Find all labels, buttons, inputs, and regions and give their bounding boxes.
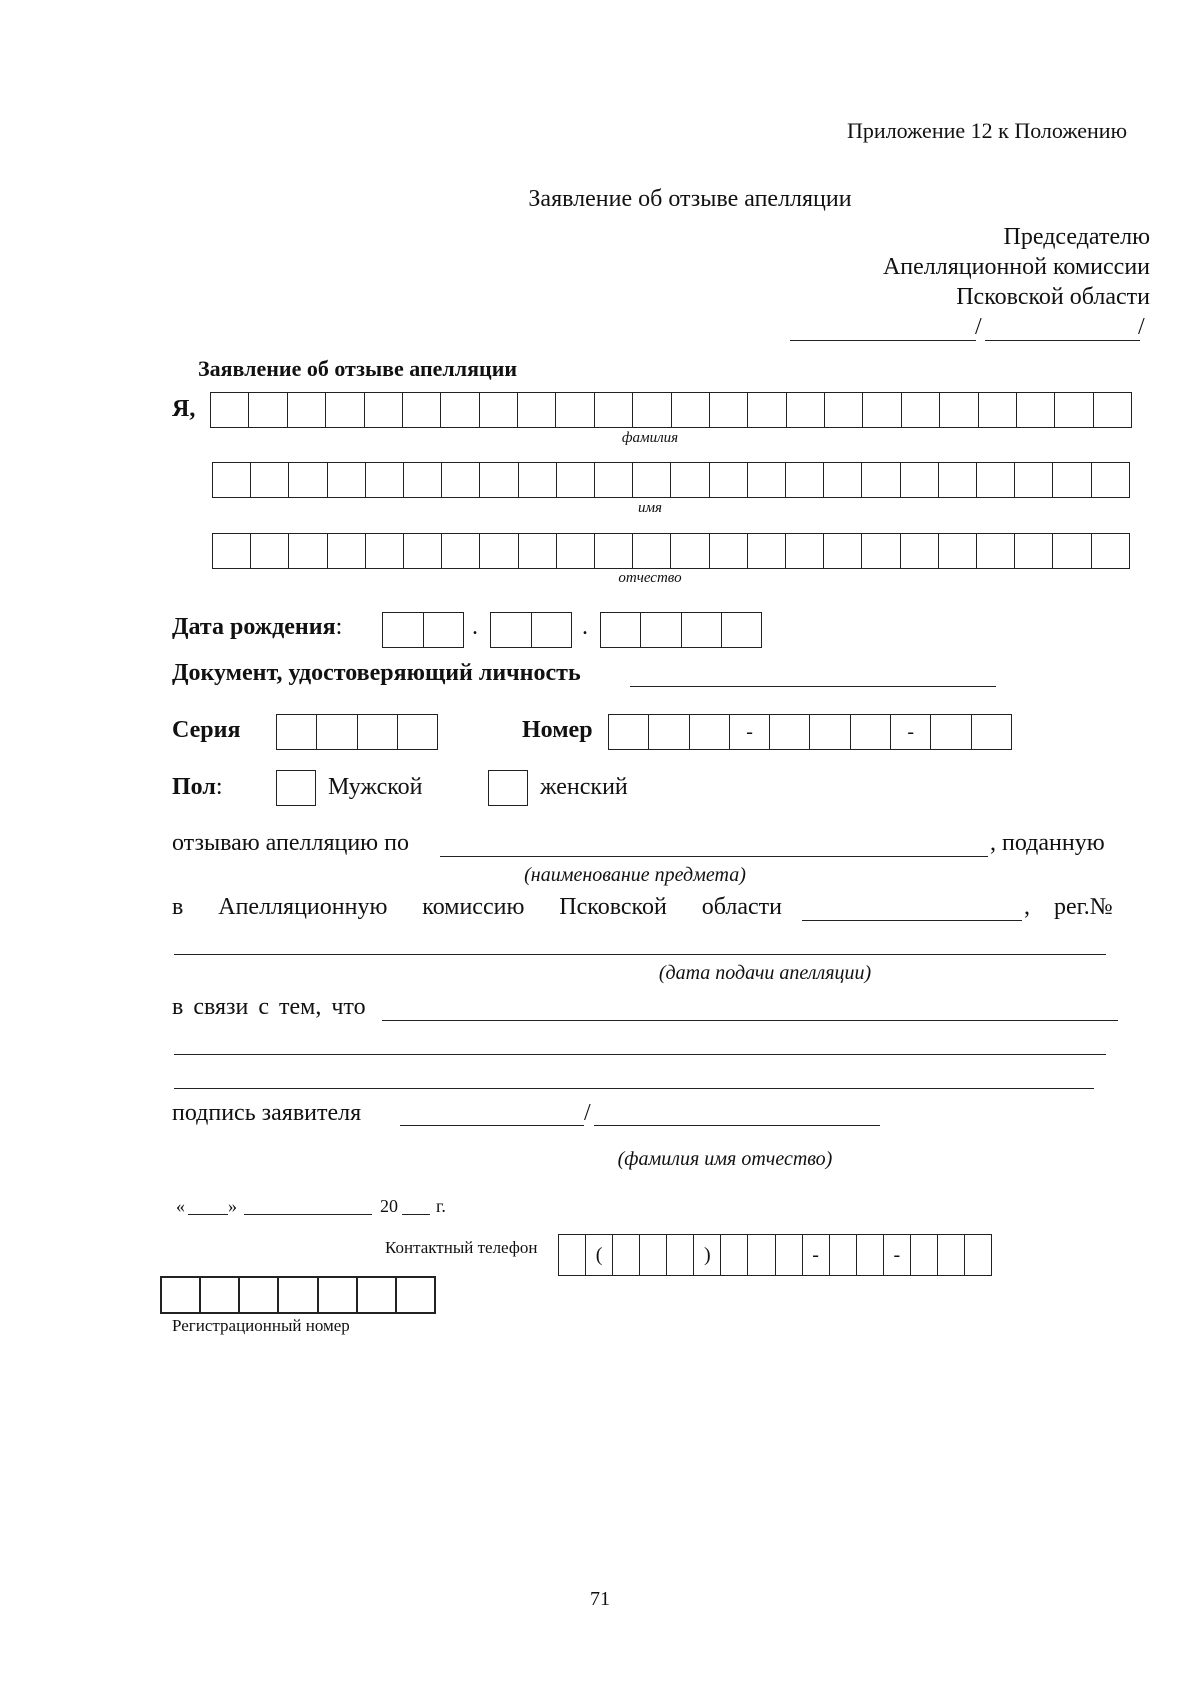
date-caption: (дата подачи апелляции) (658, 962, 872, 984)
registration-cell[interactable] (358, 1278, 397, 1312)
patronymic-cell[interactable] (824, 534, 862, 568)
name-cell[interactable] (366, 463, 404, 497)
surname-cell[interactable] (288, 393, 326, 427)
name-cell[interactable] (1053, 463, 1091, 497)
surname-cell[interactable] (940, 393, 978, 427)
date-open-quote: « (176, 1196, 185, 1216)
registration-cell[interactable] (397, 1278, 434, 1312)
form-heading: Заявление об отзыве апелляции (198, 356, 518, 381)
name-cell[interactable] (748, 463, 786, 497)
patronymic-cell[interactable] (939, 534, 977, 568)
patronymic-cell[interactable] (328, 534, 366, 568)
day-line[interactable] (188, 1214, 228, 1215)
patronymic-cell[interactable] (519, 534, 557, 568)
female-checkbox[interactable] (488, 770, 528, 806)
surname-cell[interactable] (748, 393, 786, 427)
name-cell[interactable] (633, 463, 671, 497)
withdraw-prefix: отзываю апелляцию по (172, 830, 409, 856)
name-cell[interactable] (442, 463, 480, 497)
name-cell[interactable] (289, 463, 327, 497)
signature-slash: / (584, 1100, 591, 1126)
birth-month-cell[interactable] (532, 613, 572, 647)
name-cell[interactable] (901, 463, 939, 497)
surname-cell[interactable] (595, 393, 633, 427)
surname-cell[interactable] (787, 393, 825, 427)
patronymic-cell[interactable] (251, 534, 289, 568)
name-cell[interactable] (595, 463, 633, 497)
name-input[interactable] (212, 462, 1130, 498)
series-cell[interactable] (398, 715, 437, 749)
name-cell[interactable] (557, 463, 595, 497)
surname-cell[interactable] (863, 393, 901, 427)
male-checkbox[interactable] (276, 770, 316, 806)
series-cell[interactable] (358, 715, 398, 749)
surname-cell[interactable] (441, 393, 479, 427)
number-cell[interactable] (649, 715, 689, 749)
birth-month-cell[interactable] (491, 613, 532, 647)
patronymic-input[interactable] (212, 533, 1130, 569)
name-cell[interactable] (251, 463, 289, 497)
phone-cell[interactable] (965, 1235, 991, 1275)
commission-word: Псковской (559, 894, 667, 920)
phone-dash-cell[interactable]: - (884, 1235, 911, 1275)
surname-cell[interactable] (1055, 393, 1093, 427)
number-cell[interactable] (851, 715, 891, 749)
phone-cell[interactable] (830, 1235, 857, 1275)
name-caption: имя (637, 500, 663, 516)
registration-number-input[interactable] (160, 1276, 436, 1314)
surname-cell[interactable] (902, 393, 940, 427)
surname-cell[interactable] (1017, 393, 1055, 427)
gender-label (172, 774, 223, 801)
phone-cell[interactable] (613, 1235, 640, 1275)
surname-cell[interactable] (1094, 393, 1131, 427)
name-cell[interactable] (328, 463, 366, 497)
name-cell[interactable] (977, 463, 1015, 497)
name-cell[interactable] (710, 463, 748, 497)
withdraw-suffix: , поданную (990, 830, 1105, 856)
patronymic-cell[interactable] (1053, 534, 1091, 568)
addressee-block (700, 222, 1150, 312)
registration-cell[interactable] (319, 1278, 358, 1312)
surname-cell[interactable] (480, 393, 518, 427)
birth-month-input[interactable] (490, 612, 572, 648)
birth-dot-2: . (582, 614, 588, 640)
ya-label: Я, (172, 396, 196, 422)
patronymic-cell[interactable] (213, 534, 251, 568)
phone-open-bracket-cell[interactable]: ( (586, 1235, 613, 1275)
patronymic-cell[interactable] (480, 534, 518, 568)
patronymic-cell[interactable] (595, 534, 633, 568)
name-cell[interactable] (519, 463, 557, 497)
addressee-line-2: Апелляционной комиссии (882, 254, 1150, 280)
series-input[interactable] (276, 714, 438, 750)
birth-year-input[interactable] (600, 612, 762, 648)
commission-word: Апелляционную (218, 894, 388, 920)
name-cell[interactable] (213, 463, 251, 497)
appendix-note: Приложение 12 к Положению (847, 118, 1127, 143)
month-line[interactable] (244, 1214, 372, 1215)
registration-number-label: Регистрационный номер (172, 1316, 350, 1335)
surname-cell[interactable] (326, 393, 364, 427)
phone-cell[interactable] (748, 1235, 775, 1275)
reason-line-1[interactable] (382, 1020, 1118, 1021)
surname-cell[interactable] (710, 393, 748, 427)
reason-line-3[interactable] (174, 1088, 1094, 1089)
series-label: Серия (172, 717, 241, 743)
number-input[interactable] (608, 714, 1012, 750)
registration-cell[interactable] (240, 1278, 279, 1312)
addressee-signature-line[interactable] (790, 340, 976, 341)
patronymic-cell[interactable] (977, 534, 1015, 568)
patronymic-cell[interactable] (557, 534, 595, 568)
surname-cell[interactable] (365, 393, 403, 427)
name-cell[interactable] (862, 463, 900, 497)
page-title: Заявление об отзыве апелляции (528, 186, 852, 212)
patronymic-cell[interactable] (901, 534, 939, 568)
patronymic-cell[interactable] (671, 534, 709, 568)
addressee-line-3: Псковской области (956, 284, 1150, 310)
phone-cell[interactable] (640, 1235, 667, 1275)
number-dash-cell[interactable]: - (730, 715, 770, 749)
name-cell[interactable] (824, 463, 862, 497)
signature-name-line[interactable] (594, 1125, 880, 1126)
phone-cell[interactable] (721, 1235, 748, 1275)
birth-year-cell[interactable] (682, 613, 722, 647)
birth-dot-1: . (472, 614, 478, 640)
surname-cell[interactable] (633, 393, 671, 427)
phone-dash-cell[interactable]: - (803, 1235, 830, 1275)
birth-date-label-text: Дата рождения (172, 614, 336, 640)
addressee-line-1: Председателю (1003, 224, 1150, 250)
birth-year-cell[interactable] (641, 613, 681, 647)
patronymic-cell[interactable] (862, 534, 900, 568)
commission-text (172, 894, 782, 921)
phone-input[interactable] (558, 1234, 992, 1276)
fio-caption: (фамилия имя отчество) (617, 1148, 833, 1170)
commission-word: в (172, 894, 184, 920)
reg-number-line[interactable] (174, 954, 1106, 955)
phone-cell[interactable] (911, 1235, 938, 1275)
addressee-slash-end: / (1138, 314, 1145, 340)
surname-input[interactable] (210, 392, 1132, 428)
registration-cell[interactable] (201, 1278, 240, 1312)
commission-comma: , (1024, 894, 1030, 920)
name-cell[interactable] (1015, 463, 1053, 497)
year-prefix: 20 (380, 1196, 398, 1216)
registration-cell[interactable] (279, 1278, 318, 1312)
phone-label: Контактный телефон (385, 1238, 538, 1257)
phone-close-bracket-cell[interactable]: ) (694, 1235, 721, 1275)
name-cell[interactable] (1092, 463, 1129, 497)
filing-date-line[interactable] (802, 920, 1022, 921)
number-cell[interactable] (931, 715, 971, 749)
patronymic-cell[interactable] (710, 534, 748, 568)
surname-cell[interactable] (211, 393, 249, 427)
date-close-quote: » (228, 1196, 237, 1216)
gender-colon: : (215, 774, 223, 800)
number-cell[interactable] (690, 715, 730, 749)
phone-cell[interactable] (857, 1235, 884, 1275)
birth-day-input[interactable] (382, 612, 464, 648)
commission-word: области (701, 894, 782, 920)
number-label: Номер (522, 717, 593, 743)
phone-cell[interactable] (559, 1235, 586, 1275)
registration-cell[interactable] (162, 1278, 201, 1312)
reg-label: рег.№ (1054, 894, 1113, 920)
surname-cell[interactable] (518, 393, 556, 427)
patronymic-cell[interactable] (442, 534, 480, 568)
phone-cell[interactable] (938, 1235, 965, 1275)
patronymic-cell[interactable] (289, 534, 327, 568)
signature-label: подпись заявителя (172, 1100, 362, 1126)
commission-word: комиссию (422, 894, 525, 920)
patronymic-cell[interactable] (786, 534, 824, 568)
surname-cell[interactable] (825, 393, 863, 427)
patronymic-cell[interactable] (748, 534, 786, 568)
number-cell[interactable] (609, 715, 649, 749)
patronymic-cell[interactable] (366, 534, 404, 568)
male-label: Мужской (328, 774, 423, 800)
patronymic-cell[interactable] (1015, 534, 1053, 568)
name-cell[interactable] (404, 463, 442, 497)
subject-line[interactable] (440, 856, 988, 857)
name-cell[interactable] (671, 463, 709, 497)
number-dash-cell[interactable]: - (891, 715, 931, 749)
patronymic-cell[interactable] (404, 534, 442, 568)
name-cell[interactable] (786, 463, 824, 497)
birth-date-label (172, 614, 342, 641)
surname-caption: фамилия (621, 430, 679, 446)
series-cell[interactable] (317, 715, 357, 749)
surname-cell[interactable] (403, 393, 441, 427)
document-label: Документ, удостоверяющий личность (172, 660, 581, 686)
reason-line-2[interactable] (174, 1054, 1106, 1055)
number-cell[interactable] (810, 715, 850, 749)
phone-cell[interactable] (667, 1235, 694, 1275)
year-line[interactable] (402, 1214, 430, 1215)
surname-cell[interactable] (249, 393, 287, 427)
surname-cell[interactable] (672, 393, 710, 427)
year-suffix: г. (436, 1196, 446, 1216)
addressee-name-line[interactable] (985, 340, 1140, 341)
addressee-slash: / (975, 314, 982, 340)
number-cell[interactable] (770, 715, 810, 749)
gender-label-text: Пол (172, 774, 216, 800)
surname-cell[interactable] (979, 393, 1017, 427)
patronymic-caption: отчество (618, 570, 682, 586)
page-number: 71 (590, 1588, 610, 1610)
series-cell[interactable] (277, 715, 317, 749)
document-line[interactable] (630, 686, 996, 687)
surname-cell[interactable] (556, 393, 594, 427)
birth-year-cell[interactable] (601, 613, 641, 647)
signature-line[interactable] (400, 1125, 584, 1126)
subject-caption: (наименование предмета) (524, 864, 746, 886)
reason-label: в связи с тем, что (172, 994, 366, 1020)
number-cell[interactable] (972, 715, 1011, 749)
birth-year-cell[interactable] (722, 613, 761, 647)
name-cell[interactable] (480, 463, 518, 497)
female-label: женский (540, 774, 628, 800)
birth-date-colon: : (335, 614, 343, 640)
birth-day-cell[interactable] (383, 613, 424, 647)
name-cell[interactable] (939, 463, 977, 497)
phone-cell[interactable] (776, 1235, 803, 1275)
patronymic-cell[interactable] (1092, 534, 1129, 568)
birth-day-cell[interactable] (424, 613, 464, 647)
patronymic-cell[interactable] (633, 534, 671, 568)
